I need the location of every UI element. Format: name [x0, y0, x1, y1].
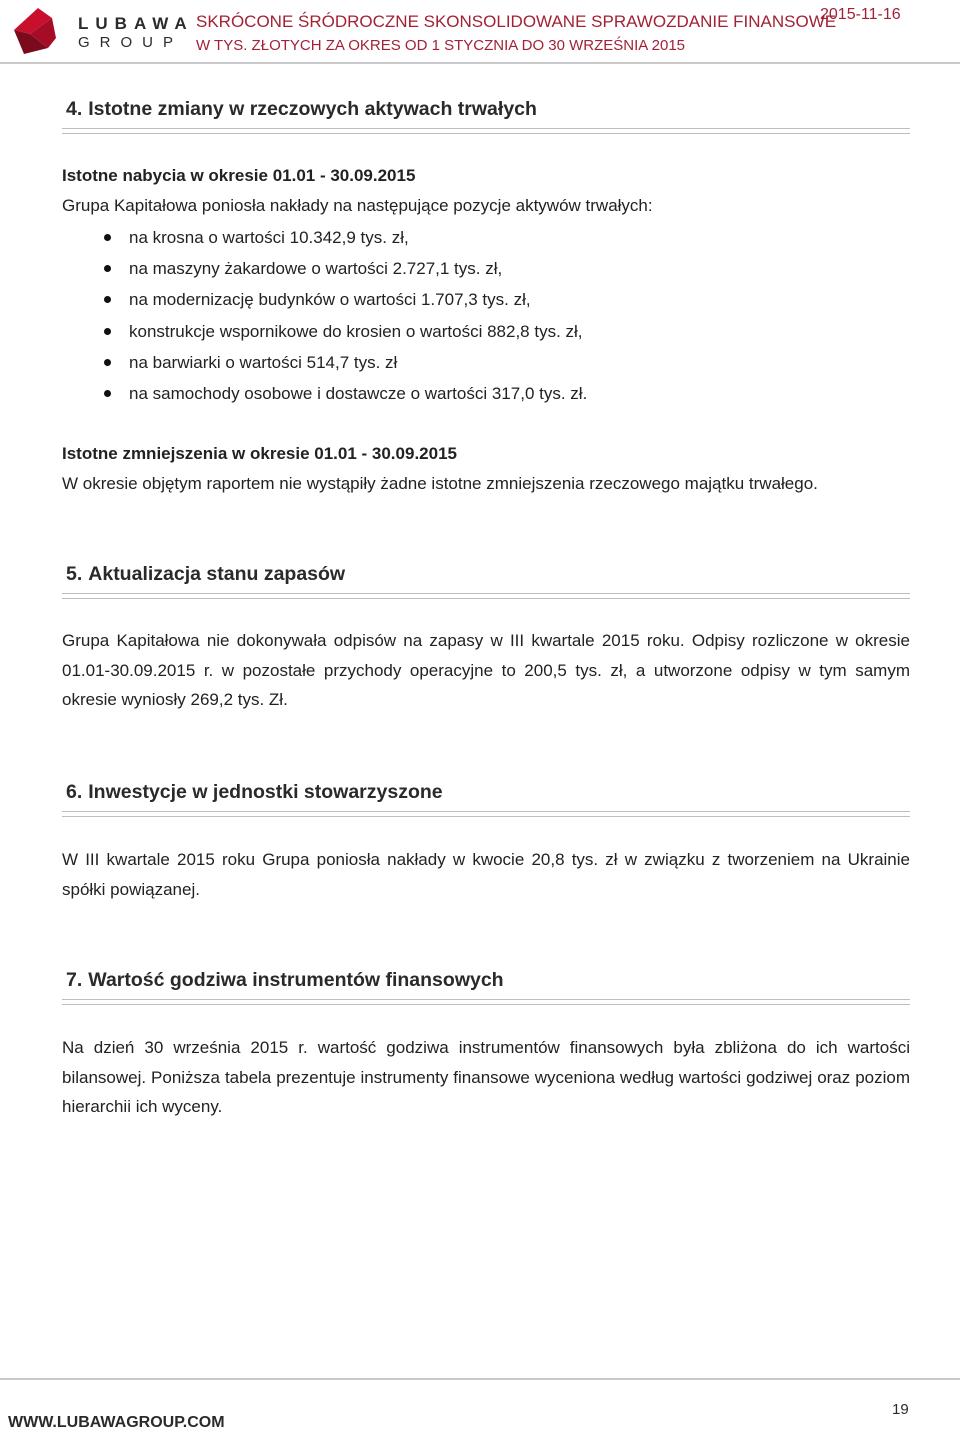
- section-7-heading: [66, 969, 504, 992]
- reductions-text: W okresie objętym raportem nie wystąpiły żadne istotne zmniejszenia rzeczowego majątku trwałego.: [62, 474, 818, 493]
- bullet-icon: [104, 390, 111, 397]
- acquisitions-list: [96, 226, 587, 413]
- header-divider: [0, 62, 960, 64]
- section-5-number: 5.: [66, 563, 83, 585]
- section-5-rule: [62, 593, 910, 599]
- section-7-title: Wartość godziwa instrumentów finansowych: [88, 969, 504, 991]
- section-5-title: Aktualizacja stanu zapasów: [88, 563, 346, 585]
- list-item: na krosna o wartości 10.342,9 tys. zł,: [96, 226, 587, 257]
- report-title: SKRÓCONE ŚRÓDROCZNE SKONSOLIDOWANE SPRAWOZDANIE FINANSOWE: [196, 12, 837, 31]
- section-6-number: 6.: [66, 781, 83, 803]
- section-4-number: 4.: [66, 98, 83, 120]
- report-subtitle: W TYS. ZŁOTYCH ZA OKRES OD 1 STYCZNIA DO 30 WRZEŚNIA 2015: [196, 37, 686, 54]
- bullet-icon: [104, 265, 111, 272]
- logo-wordmark: LUBAWA: [78, 14, 194, 33]
- list-item: na maszyny żakardowe o wartości 2.727,1 tys. zł,: [96, 257, 587, 288]
- bullet-icon: [104, 296, 111, 303]
- reductions-heading: Istotne zmniejszenia w okresie 01.01 - 30.09.2015: [62, 444, 457, 463]
- page-number: 19: [892, 1401, 909, 1418]
- report-date: 2015-11-16: [820, 6, 901, 23]
- logo-subline: GROUP: [78, 34, 184, 51]
- list-item: na samochody osobowe i dostawcze o wartości 317,0 tys. zł.: [96, 382, 587, 413]
- list-item: konstrukcje wspornikowe do krosien o wartości 882,8 tys. zł,: [96, 320, 587, 351]
- acquisitions-intro: Grupa Kapitałowa poniosła nakłady na następujące pozycje aktywów trwałych:: [62, 196, 653, 215]
- section-4-title: Istotne zmiany w rzeczowych aktywach trwałych: [88, 98, 537, 120]
- section-5-text: Grupa Kapitałowa nie dokonywała odpisów na zapasy w III kwartale 2015 roku. Odpisy rozliczone w okresie 01.01-30.09.2015 r. w pozostałe przychody operacyjne to 200,5 tys. zł, a utworzone odpisy w tym samym okresie wyniosły 269,2 tys. Zł.: [62, 631, 910, 709]
- lubawa-logo-icon: [8, 4, 62, 56]
- bullet-icon: [104, 234, 111, 241]
- section-4-heading: [66, 98, 537, 121]
- section-6-heading: [66, 781, 443, 804]
- section-6-rule: [62, 811, 910, 817]
- section-6-text: W III kwartale 2015 roku Grupa poniosła nakłady w kwocie 20,8 tys. zł w związku z tworzeniem na Ukrainie spółki powiązanej.: [62, 850, 910, 899]
- section-6-title: Inwestycje w jednostki stowarzyszone: [88, 781, 443, 803]
- footer-divider: [0, 1378, 960, 1380]
- footer-url: WWW.LUBAWAGROUP.COM: [8, 1414, 225, 1431]
- section-7-text: Na dzień 30 września 2015 r. wartość godziwa instrumentów finansowych była zbliżona do ich wartości bilansowej. Poniższa tabela prezentuje instrumenty finansowe wyceniona według wartości godziwej oraz poziom hierarchii ich wyceny.: [62, 1038, 910, 1116]
- acquisitions-heading: Istotne nabycia w okresie 01.01 - 30.09.2015: [62, 166, 416, 185]
- section-4-rule: [62, 128, 910, 134]
- section-5-heading: [66, 563, 345, 586]
- bullet-icon: [104, 328, 111, 335]
- section-7-rule: [62, 999, 910, 1005]
- list-item: na modernizację budynków o wartości 1.707,3 tys. zł,: [96, 288, 587, 319]
- list-item: na barwiarki o wartości 514,7 tys. zł: [96, 351, 587, 382]
- section-7-number: 7.: [66, 969, 83, 991]
- bullet-icon: [104, 359, 111, 366]
